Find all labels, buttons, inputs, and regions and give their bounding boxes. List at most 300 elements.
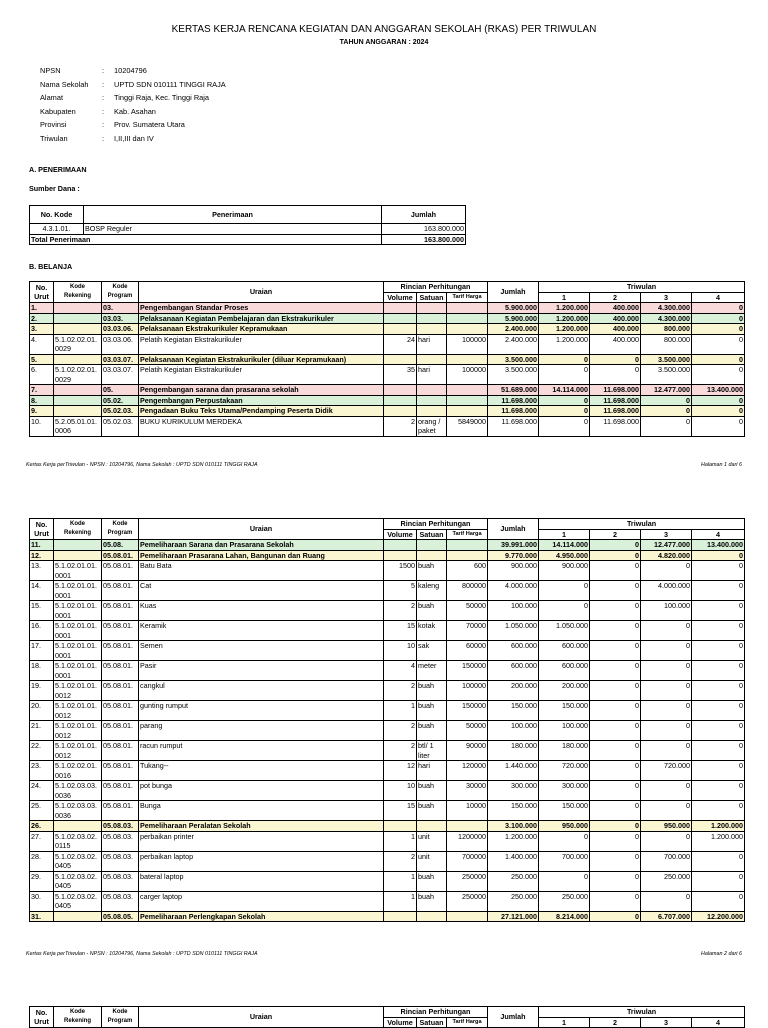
- cell-triwulan-1: 950.000: [539, 821, 590, 832]
- cell-no: 5.: [30, 354, 54, 365]
- cell-volume: 5: [384, 581, 417, 601]
- cell-triwulan-1: 150.000: [539, 801, 590, 821]
- cell-kode-rekening: 5.1.02.01.01. 0001: [54, 661, 102, 681]
- header-volume: Volume: [384, 1017, 417, 1028]
- info-colon: :: [102, 106, 105, 116]
- cell-triwulan-2: 0: [590, 701, 641, 721]
- table-row: [30, 851, 745, 871]
- cell-kode-program: 05.08.01.: [102, 621, 139, 641]
- header-triwulan-2: 2: [590, 529, 641, 540]
- cell-kode-program: 05.08.01.: [102, 741, 139, 761]
- table-row: [30, 801, 745, 821]
- cell-no: 28.: [30, 851, 54, 871]
- cell-uraian: Pengembangan sarana dan prasarana sekolah: [139, 385, 384, 396]
- cell-volume: 2: [384, 851, 417, 871]
- table-row: [30, 365, 745, 385]
- total-penerimaan-label: Total Penerimaan: [30, 234, 382, 245]
- cell-triwulan-2: 0: [590, 354, 641, 365]
- cell-tarif: [447, 406, 488, 417]
- info-value: I,II,III dan IV: [114, 133, 154, 143]
- cell-triwulan-3: 3.500.000: [641, 354, 692, 365]
- header-tarif: Tarif Harga: [447, 1017, 488, 1028]
- table-row: [30, 871, 745, 891]
- cell-volume: 1: [384, 871, 417, 891]
- info-colon: :: [102, 120, 105, 130]
- cell-triwulan-1: 14.114.000: [539, 385, 590, 396]
- cell-kode-program: 03.03.07.: [102, 354, 139, 365]
- info-value: UPTD SDN 010111 TINGGI RAJA: [114, 79, 226, 89]
- cell-triwulan-4: 0: [692, 871, 745, 891]
- cell-satuan: unit: [417, 831, 447, 851]
- header-kode-rekening: Kode Rekening: [54, 282, 102, 303]
- info-label: Triwulan: [40, 133, 68, 143]
- cell-no: 10.: [30, 416, 54, 436]
- cell-triwulan-2: 0: [590, 365, 641, 385]
- cell-triwulan-1: 14.114.000: [539, 540, 590, 551]
- cell-volume: [384, 303, 417, 314]
- cell-jumlah: 180.000: [488, 741, 539, 761]
- cell-triwulan-4: 0: [692, 354, 745, 365]
- cell-triwulan-2: 0: [590, 741, 641, 761]
- cell-jumlah: 1.400.000: [488, 851, 539, 871]
- cell-kode-rekening: 5.1.02.03.02. 0405: [54, 851, 102, 871]
- cell-tarif: [447, 550, 488, 561]
- cell-no: 25.: [30, 801, 54, 821]
- header-triwulan-4: 4: [692, 1017, 745, 1028]
- cell-kode-program: 05.08.01.: [102, 661, 139, 681]
- table-row: [30, 395, 745, 406]
- cell-triwulan-3: 0: [641, 561, 692, 581]
- cell-tarif: [447, 303, 488, 314]
- cell-jumlah: 250.000: [488, 871, 539, 891]
- cell-jumlah: 100.000: [488, 601, 539, 621]
- cell-triwulan-2: 0: [590, 581, 641, 601]
- cell-satuan: [417, 821, 447, 832]
- cell-kode-program: 05.02.03.: [102, 406, 139, 417]
- cell-triwulan-2: 0: [590, 721, 641, 741]
- cell-kode-program: 05.08.03.: [102, 871, 139, 891]
- cell-jumlah: 2.400.000: [488, 334, 539, 354]
- cell-no: 13.: [30, 561, 54, 581]
- header-kode-program: Kode Program: [102, 282, 139, 303]
- header-kode-program: Kode Program: [102, 1007, 139, 1028]
- cell-jumlah: 51.689.000: [488, 385, 539, 396]
- cell-triwulan-4: 0: [692, 701, 745, 721]
- cell-jumlah: 9.770.000: [488, 550, 539, 561]
- cell-triwulan-4: 0: [692, 721, 745, 741]
- cell-jumlah: 5.900.000: [488, 303, 539, 314]
- header-penerimaan: Penerimaan: [84, 206, 382, 224]
- cell-volume: 2: [384, 681, 417, 701]
- cell-triwulan-1: 0: [539, 395, 590, 406]
- cell-tarif: 100000: [447, 365, 488, 385]
- cell-triwulan-1: 1.200.000: [539, 313, 590, 324]
- penerimaan-table: [29, 205, 466, 245]
- table-row: [30, 303, 745, 314]
- cell-kode-program: 05.08.01.: [102, 761, 139, 781]
- cell-uraian: Batu Bata: [139, 561, 384, 581]
- cell-triwulan-1: 250.000: [539, 891, 590, 911]
- header-satuan: Satuan: [417, 1017, 447, 1028]
- cell-triwulan-1: 0: [539, 406, 590, 417]
- info-colon: :: [102, 66, 105, 75]
- cell-triwulan-1: 0: [539, 831, 590, 851]
- table-row: [30, 324, 745, 335]
- cell-no: 21.: [30, 721, 54, 741]
- info-value: 10204796: [114, 66, 147, 75]
- cell-uraian: bateral laptop: [139, 871, 384, 891]
- cell-volume: 2: [384, 601, 417, 621]
- table-row: [30, 406, 745, 417]
- cell-uraian: parang: [139, 721, 384, 741]
- cell-triwulan-2: 0: [590, 621, 641, 641]
- cell-triwulan-2: 0: [590, 601, 641, 621]
- table-row: [30, 761, 745, 781]
- belanja-table-page-1: [29, 281, 745, 437]
- cell-kode-rekening: 5.1.02.02.01. 0029: [54, 365, 102, 385]
- cell-triwulan-2: 0: [590, 891, 641, 911]
- cell-triwulan-4: 0: [692, 303, 745, 314]
- cell-kode-program: 05.08.03.: [102, 891, 139, 911]
- cell-tarif: [447, 313, 488, 324]
- cell-no: 12.: [30, 550, 54, 561]
- header-triwulan-3: 3: [641, 292, 692, 303]
- cell-triwulan-1: 0: [539, 416, 590, 436]
- header-triwulan: Triwulan: [539, 519, 745, 530]
- cell-tarif: 100000: [447, 681, 488, 701]
- cell-tarif: 50000: [447, 601, 488, 621]
- cell-volume: 24: [384, 334, 417, 354]
- cell-uraian: Cat: [139, 581, 384, 601]
- cell-triwulan-1: 0: [539, 581, 590, 601]
- cell-triwulan-2: 400.000: [590, 334, 641, 354]
- table-row: [30, 681, 745, 701]
- cell-kode-program: 05.08.01.: [102, 550, 139, 561]
- header-triwulan-3: 3: [641, 529, 692, 540]
- cell-triwulan-1: 150.000: [539, 701, 590, 721]
- cell-triwulan-3: 0: [641, 395, 692, 406]
- cell-uraian: perbaikan laptop: [139, 851, 384, 871]
- cell-satuan: hari: [417, 761, 447, 781]
- cell-volume: 12: [384, 761, 417, 781]
- cell-satuan: [417, 540, 447, 551]
- cell-no: 19.: [30, 681, 54, 701]
- cell-triwulan-1: 600.000: [539, 661, 590, 681]
- cell-kode-rekening: [54, 303, 102, 314]
- header-triwulan-4: 4: [692, 529, 745, 540]
- cell-kode-rekening: 5.1.02.01.01. 0001: [54, 641, 102, 661]
- cell-triwulan-3: 0: [641, 681, 692, 701]
- cell-satuan: btl/ 1 liter: [417, 741, 447, 761]
- info-value: Tinggi Raja, Kec. Tinggi Raja: [114, 93, 210, 103]
- cell-jumlah: 600.000: [488, 661, 539, 681]
- cell-satuan: [417, 303, 447, 314]
- cell-triwulan-2: 0: [590, 561, 641, 581]
- header-no-urut: No. Urut: [30, 519, 54, 540]
- cell-uraian: Pemeliharaan Prasarana Lahan, Bangunan dan Ruang: [139, 550, 384, 561]
- cell-no: 4.: [30, 334, 54, 354]
- penerimaan-nama: BOSP Reguler: [84, 224, 382, 235]
- header-no-urut: No. Urut: [30, 1007, 54, 1028]
- cell-satuan: [417, 911, 447, 922]
- cell-kode-program: 05.02.: [102, 395, 139, 406]
- cell-jumlah: 600.000: [488, 641, 539, 661]
- cell-uraian: Pengembangan Perpustakaan: [139, 395, 384, 406]
- cell-kode-program: 03.03.06.: [102, 324, 139, 335]
- cell-triwulan-2: 0: [590, 801, 641, 821]
- header-kode-rekening: Kode Rekening: [54, 519, 102, 540]
- cell-uraian: Bunga: [139, 801, 384, 821]
- cell-kode-program: 05.02.03.: [102, 416, 139, 436]
- cell-triwulan-1: 720.000: [539, 761, 590, 781]
- header-triwulan-1: 1: [539, 1017, 590, 1028]
- cell-kode-rekening: [54, 313, 102, 324]
- cell-jumlah: 3.500.000: [488, 365, 539, 385]
- cell-volume: [384, 395, 417, 406]
- info-label: Nama Sekolah: [40, 79, 89, 89]
- cell-triwulan-3: 0: [641, 661, 692, 681]
- cell-no: 3.: [30, 324, 54, 335]
- cell-satuan: kotak: [417, 621, 447, 641]
- cell-kode-rekening: 5.1.02.01.01. 0001: [54, 581, 102, 601]
- cell-satuan: [417, 313, 447, 324]
- header-uraian: Uraian: [139, 519, 384, 540]
- cell-kode-rekening: 5.1.02.01.01. 0001: [54, 621, 102, 641]
- cell-satuan: buah: [417, 891, 447, 911]
- cell-uraian: Pelaksanaan Kegiatan Ekstrakurikuler (diluar Kepramukaan): [139, 354, 384, 365]
- page-2-number: Halaman 2 dari 6: [700, 951, 742, 957]
- cell-triwulan-1: 300.000: [539, 781, 590, 801]
- cell-triwulan-3: 800.000: [641, 324, 692, 335]
- section-b-heading: B. BELANJA: [29, 262, 73, 271]
- cell-triwulan-2: 11.698.000: [590, 385, 641, 396]
- cell-volume: 15: [384, 801, 417, 821]
- cell-triwulan-3: 0: [641, 406, 692, 417]
- cell-uraian: Pengembangan Standar Proses: [139, 303, 384, 314]
- cell-uraian: Kuas: [139, 601, 384, 621]
- cell-satuan: [417, 550, 447, 561]
- cell-volume: [384, 821, 417, 832]
- cell-triwulan-2: 0: [590, 821, 641, 832]
- cell-kode-rekening: 5.1.02.01.01. 0001: [54, 601, 102, 621]
- table-row: [30, 550, 745, 561]
- cell-triwulan-3: 0: [641, 621, 692, 641]
- cell-triwulan-4: 0: [692, 681, 745, 701]
- cell-satuan: [417, 385, 447, 396]
- cell-satuan: [417, 354, 447, 365]
- cell-kode-program: 05.08.: [102, 540, 139, 551]
- cell-tarif: [447, 911, 488, 922]
- cell-triwulan-2: 0: [590, 871, 641, 891]
- cell-kode-program: 05.08.01.: [102, 561, 139, 581]
- cell-satuan: buah: [417, 701, 447, 721]
- cell-triwulan-3: 4.300.000: [641, 303, 692, 314]
- cell-volume: 1500: [384, 561, 417, 581]
- cell-triwulan-1: 1.200.000: [539, 324, 590, 335]
- header-triwulan-1: 1: [539, 292, 590, 303]
- header-rincian: Rincian Perhitungan: [384, 282, 488, 293]
- info-row: [40, 132, 226, 146]
- cell-no: 9.: [30, 406, 54, 417]
- header-tarif: Tarif Harga: [447, 292, 488, 303]
- cell-triwulan-1: 0: [539, 601, 590, 621]
- cell-triwulan-1: 0: [539, 365, 590, 385]
- table-row: [30, 701, 745, 721]
- cell-volume: 2: [384, 721, 417, 741]
- penerimaan-kode: 4.3.1.01.: [30, 224, 84, 235]
- cell-kode-program: 05.08.03.: [102, 851, 139, 871]
- cell-triwulan-4: 0: [692, 851, 745, 871]
- cell-triwulan-4: 0: [692, 621, 745, 641]
- cell-satuan: buah: [417, 601, 447, 621]
- table-row: [30, 561, 745, 581]
- cell-jumlah: 2.400.000: [488, 324, 539, 335]
- cell-triwulan-4: 0: [692, 781, 745, 801]
- cell-triwulan-2: 0: [590, 831, 641, 851]
- cell-satuan: unit: [417, 851, 447, 871]
- cell-tarif: 800000: [447, 581, 488, 601]
- cell-triwulan-4: 0: [692, 801, 745, 821]
- cell-tarif: 150000: [447, 701, 488, 721]
- cell-triwulan-1: 8.214.000: [539, 911, 590, 922]
- cell-tarif: 5849000: [447, 416, 488, 436]
- cell-volume: [384, 911, 417, 922]
- cell-tarif: 30000: [447, 781, 488, 801]
- cell-kode-program: 05.08.01.: [102, 601, 139, 621]
- cell-kode-rekening: 5.1.02.03.03. 0036: [54, 801, 102, 821]
- cell-uraian: BUKU KURIKULUM MERDEKA: [139, 416, 384, 436]
- info-row: [40, 78, 226, 92]
- cell-jumlah: 39.991.000: [488, 540, 539, 551]
- header-satuan: Satuan: [417, 529, 447, 540]
- header-tarif: Tarif Harga: [447, 529, 488, 540]
- cell-tarif: 250000: [447, 891, 488, 911]
- cell-kode-program: 05.: [102, 385, 139, 396]
- cell-triwulan-4: 0: [692, 761, 745, 781]
- belanja-table-page-3: [29, 1006, 745, 1028]
- cell-no: 8.: [30, 395, 54, 406]
- cell-volume: 10: [384, 641, 417, 661]
- cell-volume: 1: [384, 831, 417, 851]
- cell-triwulan-4: 1.200.000: [692, 831, 745, 851]
- cell-uraian: pot bunga: [139, 781, 384, 801]
- cell-uraian: Pelaksanaan Ekstrakurikuler Kepramukaan: [139, 324, 384, 335]
- header-rincian: Rincian Perhitungan: [384, 519, 488, 530]
- table-row: [30, 661, 745, 681]
- cell-jumlah: 1.050.000: [488, 621, 539, 641]
- cell-satuan: kaleng: [417, 581, 447, 601]
- cell-triwulan-4: 0: [692, 406, 745, 417]
- header-uraian: Uraian: [139, 282, 384, 303]
- cell-kode-program: 03.03.: [102, 313, 139, 324]
- cell-tarif: 90000: [447, 741, 488, 761]
- cell-kode-rekening: 5.1.02.01.01. 0012: [54, 701, 102, 721]
- cell-no: 20.: [30, 701, 54, 721]
- cell-triwulan-2: 400.000: [590, 303, 641, 314]
- cell-jumlah: 1.440.000: [488, 761, 539, 781]
- cell-triwulan-4: 0: [692, 581, 745, 601]
- cell-kode-rekening: 5.1.02.02.01. 0016: [54, 761, 102, 781]
- cell-volume: [384, 540, 417, 551]
- cell-tarif: 60000: [447, 641, 488, 661]
- cell-triwulan-1: 180.000: [539, 741, 590, 761]
- cell-triwulan-4: 0: [692, 324, 745, 335]
- cell-uraian: Pemeliharaan Perlengkapan Sekolah: [139, 911, 384, 922]
- total-penerimaan-value: 163.800.000: [382, 234, 466, 245]
- table-row: [30, 741, 745, 761]
- cell-no: 7.: [30, 385, 54, 396]
- cell-jumlah: 3.100.000: [488, 821, 539, 832]
- cell-triwulan-1: 700.000: [539, 851, 590, 871]
- cell-kode-rekening: [54, 406, 102, 417]
- info-row: [40, 64, 226, 78]
- cell-satuan: [417, 324, 447, 335]
- cell-triwulan-1: 100.000: [539, 721, 590, 741]
- info-colon: :: [102, 93, 105, 103]
- cell-triwulan-1: 0: [539, 354, 590, 365]
- cell-kode-rekening: 5.1.02.03.02. 0115: [54, 831, 102, 851]
- cell-tarif: [447, 385, 488, 396]
- cell-triwulan-2: 400.000: [590, 313, 641, 324]
- cell-kode-program: 05.08.01.: [102, 681, 139, 701]
- cell-tarif: 10000: [447, 801, 488, 821]
- page-2-footer: Kertas Kerja perTriwulan - NPSN : 10204796, Nama Sekolah : UPTD SDN 010111 TINGGI RAJA: [26, 951, 258, 957]
- table-row: [30, 601, 745, 621]
- cell-triwulan-1: 1.200.000: [539, 334, 590, 354]
- cell-uraian: Keramik: [139, 621, 384, 641]
- cell-satuan: hari: [417, 365, 447, 385]
- info-colon: :: [102, 79, 105, 89]
- cell-uraian: racun rumput: [139, 741, 384, 761]
- table-row: [30, 641, 745, 661]
- cell-triwulan-1: 200.000: [539, 681, 590, 701]
- cell-kode-rekening: [54, 550, 102, 561]
- cell-triwulan-3: 250.000: [641, 871, 692, 891]
- cell-triwulan-1: 900.000: [539, 561, 590, 581]
- cell-satuan: buah: [417, 561, 447, 581]
- cell-triwulan-3: 6.707.000: [641, 911, 692, 922]
- cell-tarif: [447, 540, 488, 551]
- cell-triwulan-4: 0: [692, 641, 745, 661]
- cell-triwulan-4: 0: [692, 395, 745, 406]
- cell-tarif: 250000: [447, 871, 488, 891]
- table-row: [30, 540, 745, 551]
- cell-volume: 10: [384, 781, 417, 801]
- cell-jumlah: 100.000: [488, 721, 539, 741]
- cell-triwulan-3: 4.300.000: [641, 313, 692, 324]
- cell-jumlah: 1.200.000: [488, 831, 539, 851]
- cell-kode-program: 05.08.01.: [102, 801, 139, 821]
- header-jumlah: Jumlah: [488, 282, 539, 303]
- cell-volume: [384, 354, 417, 365]
- table-row: [30, 581, 745, 601]
- cell-triwulan-4: 0: [692, 601, 745, 621]
- cell-uraian: gunting rumput: [139, 701, 384, 721]
- page-1-footer: Kertas Kerja perTriwulan - NPSN : 10204796, Nama Sekolah : UPTD SDN 010111 TINGGI RAJA: [26, 462, 258, 468]
- belanja-table-page-2: [29, 518, 745, 922]
- cell-triwulan-4: 0: [692, 416, 745, 436]
- sumber-dana-label: Sumber Dana :: [29, 184, 80, 193]
- cell-triwulan-1: 0: [539, 871, 590, 891]
- cell-triwulan-4: 1.200.000: [692, 821, 745, 832]
- cell-kode-program: 05.08.01.: [102, 581, 139, 601]
- cell-kode-program: 03.: [102, 303, 139, 314]
- cell-triwulan-1: 1.050.000: [539, 621, 590, 641]
- cell-triwulan-3: 0: [641, 741, 692, 761]
- header-volume: Volume: [384, 292, 417, 303]
- cell-kode-rekening: 5.2.05.01.01. 0006: [54, 416, 102, 436]
- school-info: [40, 64, 226, 146]
